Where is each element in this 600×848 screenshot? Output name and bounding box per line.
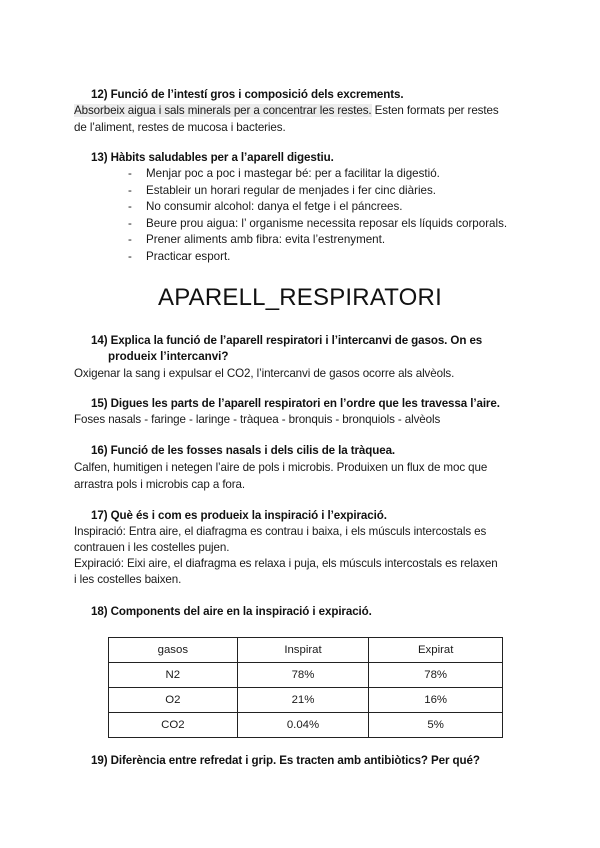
list-item: - Estableir un horari regular de menjades i fer cinc diàries. [128,183,507,200]
section-heading: APARELL_RESPIRATORI [158,284,442,311]
table-header-cell: Inspirat [237,638,369,663]
dash-bullet-icon: - [128,200,132,213]
list-item: - No consumir alcohol: danya el fetge i el páncrees. [128,199,507,216]
gas-composition-table [108,637,503,738]
list-item: - Beure prou aigua: l’ organisme necessita reposar els líquids corporals. [128,216,507,233]
table-cell: CO2 [109,713,238,738]
table-cell: N2 [109,663,238,688]
table-header-cell: gasos [109,638,238,663]
question-15-title: 15) Digues les parts de l’aparell respiratori en l’ordre que les travessa l’aire. [91,397,500,410]
inspiration-line2: contrauen i les costelles pujen. [74,541,230,554]
table-cell: 5% [369,713,503,738]
table-cell: 78% [369,663,503,688]
question-12-answer-line2: de l’aliment, restes de mucosa i bacteries. [74,121,286,134]
list-item: - Prener aliments amb fibra: evita l’estrenyment. [128,232,507,249]
dash-bullet-icon: - [128,249,132,263]
table-cell: 78% [237,663,369,688]
table-row [109,663,503,688]
table-cell: 16% [369,688,503,713]
table-row [109,713,503,738]
question-13-title: 13) Hàbits saludables per a l’aparell digestiu. [91,151,334,164]
table-cell: O2 [109,688,238,713]
table-cell: 21% [237,688,369,713]
question-16-answer-line1: Calfen, humitigen i netegen l’aire de pols i microbis. Produixen un flux de moc que [74,461,488,474]
question-16-answer-line2: arrastra pols i microbis cap a fora. [74,478,246,491]
question-18-title: 18) Components del aire en la inspiració i expiració. [91,605,372,618]
question-12-title: 12) Funció de l’intestí gros i composició dels excrements. [91,88,404,101]
table-header-cell: Expirat [369,638,503,663]
dash-bullet-icon: - [128,167,132,180]
habits-list [128,166,507,265]
question-14-title-line2: produeix l’intercanvi? [108,350,229,363]
inspiration-line1: Inspiració: Entra aire, el diafragma es contrau i baixa, i els músculs intercostals es [74,525,487,538]
table-header-row [109,638,503,663]
expiration-line2: i les costelles baixen. [74,573,182,586]
highlighted-answer-text: Absorbeix aigua i sals minerals per a concentrar les restes. [74,104,372,117]
answer-text: Esten formats per restes [371,104,499,117]
list-item: - Practicar esport. [128,249,507,266]
list-item: - Menjar poc a poc i mastegar bé: per a facilitar la digestió. [128,166,507,183]
question-17-title: 17) Què és i com es produeix la inspiració i l’expiració. [91,509,387,522]
table-cell: 0.04% [237,713,369,738]
expiration-line1: Expiració: Eixi aire, el diafragma es relaxa i puja, els músculs intercostals es relaxen [74,557,498,570]
table-row [109,688,503,713]
question-14-answer: Oxigenar la sang i expulsar el CO2, l’intercanvi de gasos ocorre als alvèols. [74,367,455,380]
question-12-answer-line1 [74,104,499,117]
question-14-title-line1: 14) Explica la funció de l’aparell respiratori i l’intercanvi de gasos. On es [91,334,483,347]
dash-bullet-icon: - [128,233,132,246]
dash-bullet-icon: - [128,216,132,230]
question-16-title: 16) Funció de les fosses nasals i dels cilis de la tràquea. [91,444,396,457]
question-15-answer: Foses nasals - faringe - laringe - tràquea - bronquis - bronquiols - alvèols [74,413,441,426]
question-19-title: 19) Diferència entre refredat i grip. Es tracten amb antibiòtics? Per qué? [91,754,480,767]
dash-bullet-icon: - [128,183,132,197]
